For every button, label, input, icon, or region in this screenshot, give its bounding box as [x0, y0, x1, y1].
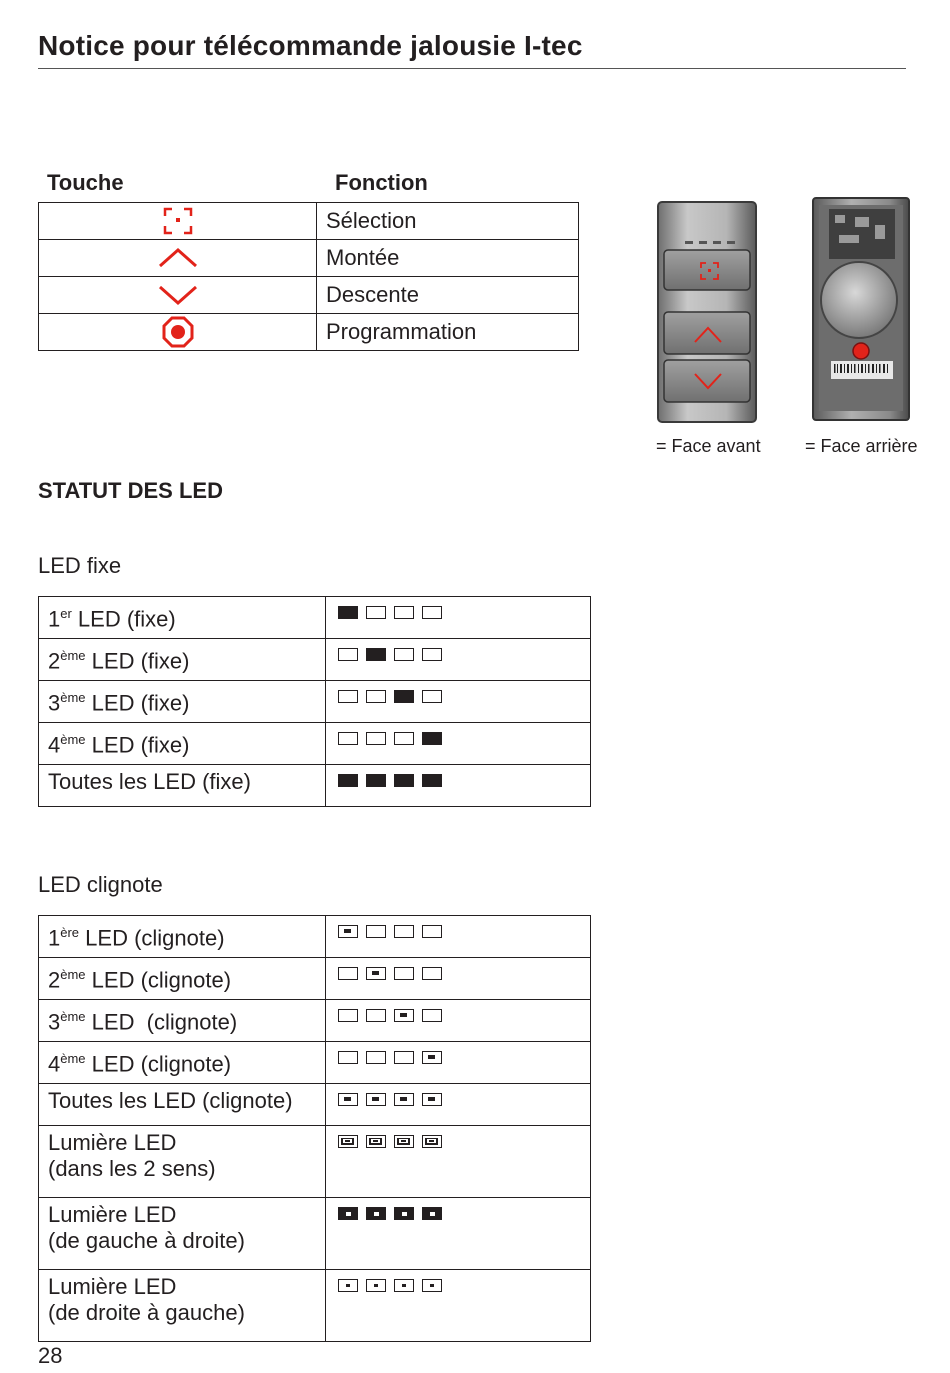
- table-row: [39, 958, 591, 1000]
- led-indicator: [422, 1051, 442, 1064]
- led-label-text: LED (clignote): [85, 1009, 238, 1035]
- led-label-text: LED (clignote): [79, 925, 225, 951]
- led-ordinal-suffix: ème: [60, 967, 86, 982]
- table-row: [39, 1084, 591, 1126]
- led-indicator: [338, 606, 358, 619]
- led-label-text: Toutes les LED (fixe): [48, 769, 251, 794]
- remote-back-image: [809, 195, 913, 421]
- led-label-text: Toutes les LED (clignote): [48, 1088, 293, 1113]
- led-label-note: (dans les 2 sens): [48, 1156, 216, 1181]
- led-indicator: [366, 1009, 386, 1022]
- led-indicator: [422, 774, 442, 787]
- led-indicator: [366, 1051, 386, 1064]
- led-indicator: [338, 648, 358, 661]
- led-pattern: [326, 1126, 591, 1198]
- led-indicator: [394, 1051, 414, 1064]
- keys-table: [38, 202, 579, 351]
- led-pattern: [326, 681, 591, 723]
- led-indicator: [338, 1279, 358, 1292]
- chevron-down-icon: [158, 284, 198, 306]
- led-ordinal-suffix: er: [60, 606, 72, 621]
- led-label-text: LED (fixe): [71, 606, 176, 632]
- led-pattern: [326, 1270, 591, 1342]
- led-label-text: LED (fixe): [85, 690, 190, 716]
- led-indicator: [338, 1009, 358, 1022]
- led-indicator: [394, 967, 414, 980]
- led-indicator: [394, 1009, 414, 1022]
- led-label: [39, 1198, 326, 1270]
- led-indicator: [394, 648, 414, 661]
- led-indicator: [394, 1207, 414, 1220]
- led-indicator: [366, 606, 386, 619]
- led-indicator: [366, 1279, 386, 1292]
- remote-front-caption: = Face avant: [656, 436, 761, 456]
- led-number: 4: [48, 732, 61, 758]
- led-indicator: [394, 1279, 414, 1292]
- led-label-text: LED (fixe): [85, 648, 190, 674]
- led-indicator: [338, 1135, 358, 1148]
- function-label: Descente: [317, 277, 579, 314]
- led-label-text: Lumière LED: [48, 1274, 177, 1299]
- table-row: [39, 639, 591, 681]
- led-indicator: [366, 648, 386, 661]
- table-row: [39, 1126, 591, 1198]
- page-title: Notice pour télécommande jalousie I-tec: [38, 30, 906, 69]
- table-row: [39, 1000, 591, 1042]
- led-label: [39, 916, 326, 958]
- selection-icon: [163, 207, 193, 235]
- led-label: [39, 1126, 326, 1198]
- led-indicator: [394, 925, 414, 938]
- chevron-up-icon: [158, 247, 198, 269]
- led-indicator: [366, 732, 386, 745]
- led-ordinal-suffix: ème: [60, 648, 86, 663]
- led-number: 2: [48, 648, 61, 674]
- led-label-text: LED (fixe): [85, 732, 190, 758]
- led-pattern: [326, 1198, 591, 1270]
- led-indicator: [422, 648, 442, 661]
- table-row: [39, 765, 591, 807]
- led-pattern: [326, 639, 591, 681]
- led-fixed-table: [38, 596, 591, 807]
- led-indicator: [366, 967, 386, 980]
- led-number: 3: [48, 690, 61, 716]
- led-status-heading: STATUT DES LED: [38, 478, 223, 503]
- led-number: 2: [48, 967, 61, 993]
- led-label-text: LED (clignote): [85, 967, 232, 993]
- page-number: 28: [38, 1343, 63, 1368]
- led-indicator: [422, 690, 442, 703]
- table-row: [39, 723, 591, 765]
- function-label: Sélection: [317, 203, 579, 240]
- led-label: [39, 639, 326, 681]
- led-indicator: [422, 732, 442, 745]
- led-indicator: [366, 1207, 386, 1220]
- remote-back-caption: = Face arrière: [805, 436, 918, 456]
- led-pattern: [326, 765, 591, 807]
- table-row: [39, 597, 591, 639]
- key-cell: [39, 240, 317, 277]
- key-cell: [39, 203, 317, 240]
- table-row: [39, 916, 591, 958]
- led-pattern: [326, 1042, 591, 1084]
- led-indicator: [422, 1135, 442, 1148]
- led-label: [39, 597, 326, 639]
- led-indicator: [366, 774, 386, 787]
- led-label: [39, 1000, 326, 1042]
- led-blink-heading: LED clignote: [38, 872, 163, 897]
- table-row: [39, 240, 579, 277]
- program-button-icon: [162, 316, 194, 348]
- led-label: [39, 1270, 326, 1342]
- led-label-note: (de gauche à droite): [48, 1228, 245, 1253]
- led-indicator: [338, 1051, 358, 1064]
- led-indicator: [338, 925, 358, 938]
- led-indicator: [422, 967, 442, 980]
- table-row: [39, 1270, 591, 1342]
- led-label-text: LED (clignote): [85, 1051, 232, 1077]
- table-row: [39, 681, 591, 723]
- led-indicator: [394, 1135, 414, 1148]
- function-column-header: Fonction: [335, 170, 428, 195]
- led-indicator: [422, 1279, 442, 1292]
- table-row: [39, 1042, 591, 1084]
- led-indicator: [422, 606, 442, 619]
- led-ordinal-suffix: ère: [60, 925, 80, 940]
- led-pattern: [326, 723, 591, 765]
- led-indicator: [394, 732, 414, 745]
- led-pattern: [326, 958, 591, 1000]
- function-label: Montée: [317, 240, 579, 277]
- function-label: Programmation: [317, 314, 579, 351]
- key-column-header: Touche: [47, 170, 124, 195]
- led-ordinal-suffix: ème: [60, 732, 86, 747]
- led-indicator: [422, 1093, 442, 1106]
- led-label: [39, 1042, 326, 1084]
- led-ordinal-suffix: ème: [60, 1051, 86, 1066]
- led-indicator: [422, 1009, 442, 1022]
- led-pattern: [326, 597, 591, 639]
- table-row: [39, 277, 579, 314]
- led-indicator: [338, 690, 358, 703]
- led-label: [39, 1084, 326, 1126]
- led-indicator: [366, 690, 386, 703]
- led-fixed-heading: LED fixe: [38, 553, 122, 578]
- led-label-text: Lumière LED: [48, 1202, 177, 1227]
- led-indicator: [366, 1135, 386, 1148]
- led-indicator: [394, 1093, 414, 1106]
- remote-front-image: [655, 200, 759, 426]
- led-indicator: [338, 774, 358, 787]
- led-label: [39, 723, 326, 765]
- led-indicator: [338, 732, 358, 745]
- led-ordinal-suffix: ème: [60, 690, 86, 705]
- led-ordinal-suffix: ème: [60, 1009, 86, 1024]
- led-indicator: [422, 1207, 442, 1220]
- led-indicator: [366, 1093, 386, 1106]
- led-indicator: [338, 1207, 358, 1220]
- led-label: [39, 681, 326, 723]
- led-label-note: (de droite à gauche): [48, 1300, 245, 1325]
- led-indicator: [394, 690, 414, 703]
- led-pattern: [326, 1084, 591, 1126]
- led-indicator: [394, 774, 414, 787]
- led-indicator: [338, 1093, 358, 1106]
- table-row: [39, 1198, 591, 1270]
- led-pattern: [326, 1000, 591, 1042]
- led-indicator: [394, 606, 414, 619]
- led-number: 3: [48, 1009, 61, 1035]
- key-cell: [39, 314, 317, 351]
- led-label-text: Lumière LED: [48, 1130, 177, 1155]
- led-label: [39, 958, 326, 1000]
- led-label: [39, 765, 326, 807]
- led-indicator: [422, 925, 442, 938]
- led-blink-table: [38, 915, 591, 1342]
- key-cell: [39, 277, 317, 314]
- table-row: [39, 314, 579, 351]
- led-indicator: [338, 967, 358, 980]
- table-row: [39, 203, 579, 240]
- led-number: 1: [48, 925, 61, 951]
- led-number: 4: [48, 1051, 61, 1077]
- led-indicator: [366, 925, 386, 938]
- led-pattern: [326, 916, 591, 958]
- led-number: 1: [48, 606, 61, 632]
